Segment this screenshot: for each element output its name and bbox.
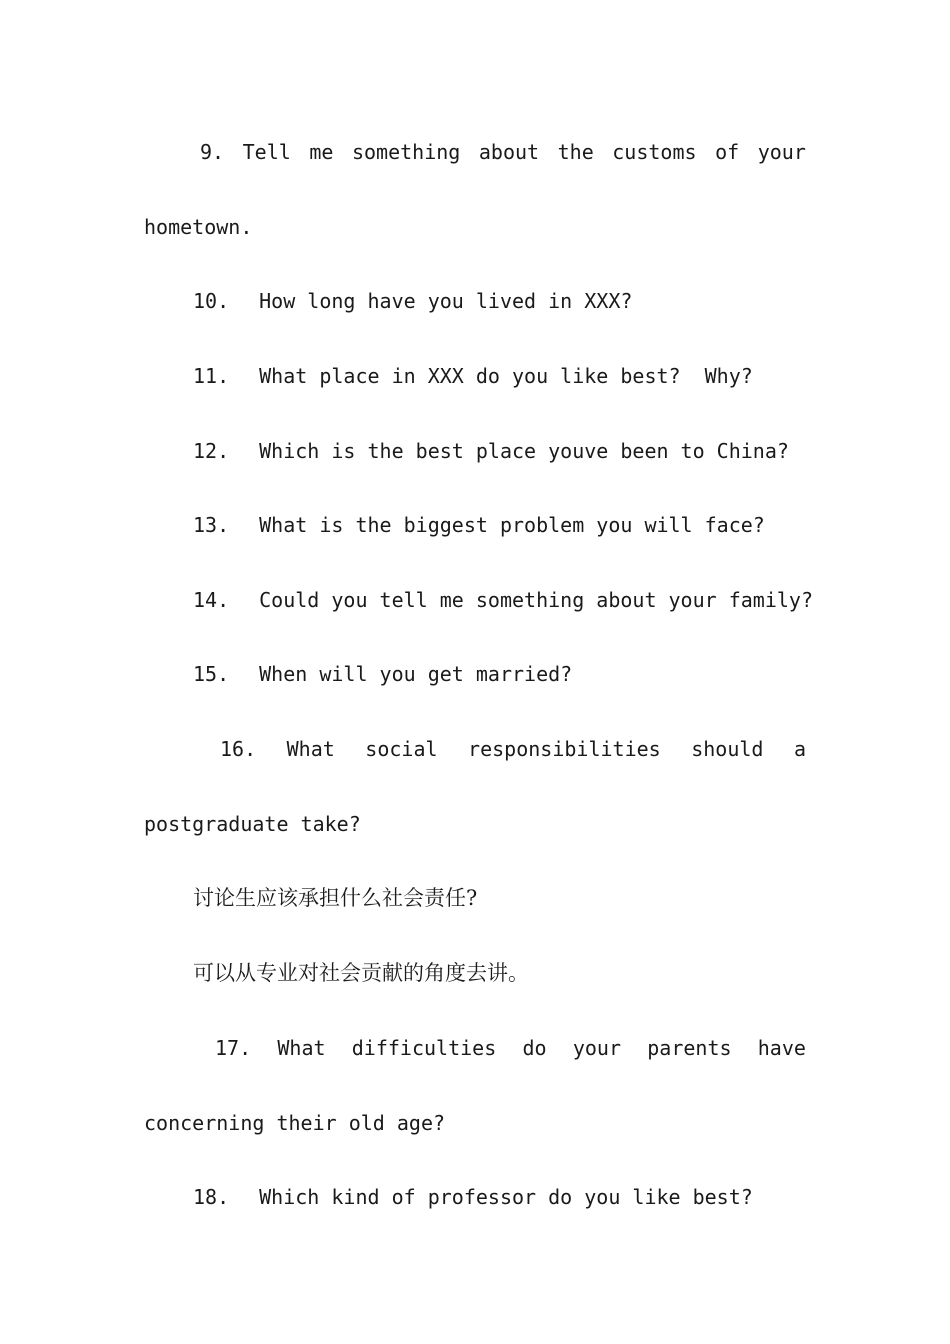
question-17-line-1: 17. What difficulties do your parents have [215, 1033, 806, 1063]
question-17-line-2: concerning their old age? [144, 1111, 446, 1135]
question-14 [193, 585, 814, 615]
note-line-1: 讨论生应该承担什么社会责任? [193, 886, 478, 910]
question-text: Which kind of professor do you like best? [259, 1185, 753, 1209]
question-9-line-2: hometown. [144, 215, 253, 239]
question-number: 12. [193, 439, 230, 463]
note-line-2: 可以从专业对社会贡献的角度去讲。 [193, 961, 529, 985]
question-number: 11. [193, 364, 230, 388]
question-number: 9. [200, 140, 225, 164]
question-10 [193, 286, 806, 316]
question-16-line-2: postgraduate take? [144, 812, 361, 836]
question-9-line-1: 9. Tell me something about the customs of your [200, 137, 806, 167]
question-text: Could you tell me something about your family? [259, 588, 814, 612]
question-number: 18. [193, 1185, 230, 1209]
question-text: When will you get married? [259, 662, 573, 686]
question-number: 15. [193, 662, 230, 686]
question-18 [193, 1182, 806, 1212]
question-text: What place in XXX do you like best? Why? [259, 364, 753, 388]
question-16-line-1: 16. What social responsibilities should a [220, 734, 806, 764]
question-text: What is the biggest problem you will face? [259, 513, 765, 537]
question-number: 13. [193, 513, 230, 537]
question-number: 10. [193, 289, 230, 313]
question-number: 17. [215, 1036, 252, 1060]
question-number: 16. [220, 737, 257, 761]
question-12 [193, 436, 806, 466]
question-text: How long have you lived in XXX? [259, 289, 633, 313]
question-13 [193, 510, 806, 540]
question-text: Which is the best place youve been to China? [259, 439, 789, 463]
question-11 [193, 361, 806, 391]
question-number: 14. [193, 588, 230, 612]
question-15 [193, 659, 806, 689]
